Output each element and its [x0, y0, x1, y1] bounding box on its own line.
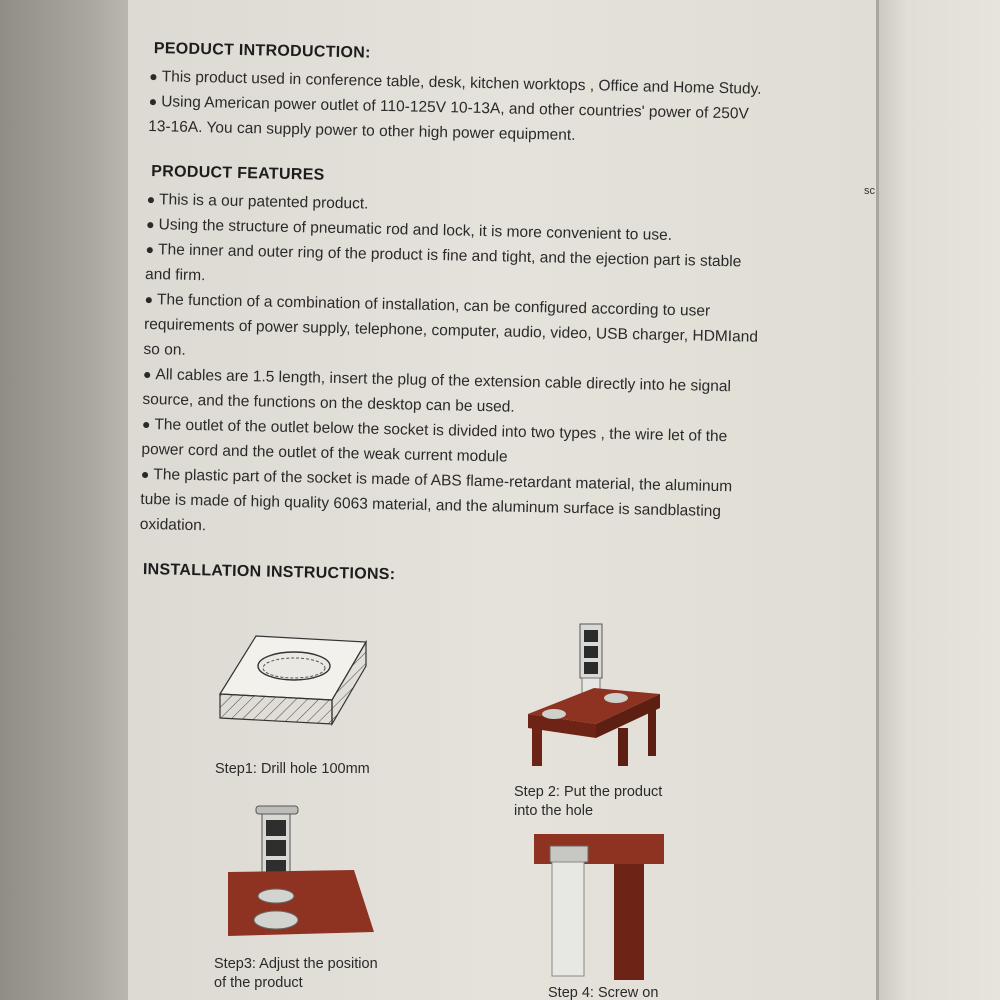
left-margin — [0, 0, 128, 1000]
step2-caption-line1: Step 2: Put the product — [514, 784, 663, 800]
adjacent-page-text: sc — [864, 185, 875, 197]
screw-on-illustration — [534, 834, 664, 980]
step4-caption: Step 4: Screw on — [548, 985, 659, 1000]
drill-hole-illustration — [216, 632, 368, 728]
intro-heading: PEODUCT INTRODUCTION: — [153, 40, 371, 62]
feature-item: ● This is a our patented product. — [146, 187, 766, 225]
feature-item: ● The plastic part of the socket is made of ABS flame-retardant material, the aluminum tube is made of high quality 6063 material, and the aluminum surface is sandblasting oxidation. — [140, 462, 761, 550]
adjust-position-illustration — [224, 800, 376, 942]
feature-item: ● The outlet of the outlet below the socket is divided into two types , the wire let of the power cord and the outlet of the weak current module — [141, 412, 762, 475]
step3-caption-line1: Step3: Adjust the position — [214, 956, 378, 972]
installation-steps — [128, 0, 876, 1000]
intro-paragraph-1: ● This product used in conference table, desk, kitchen worktops , Office and Home Study. — [149, 64, 769, 102]
feature-item: ● The inner and outer ring of the product is fine and tight, and the ejection part is stable and firm. — [145, 237, 766, 300]
feature-item: ● The function of a combination of installation, can be configured according to user requirements of power supply, telephone, computer, audio, video, USB charger, HDMIand so on. — [143, 287, 764, 375]
insert-product-illustration — [524, 622, 664, 770]
manual-page — [128, 0, 876, 1000]
features-heading: PRODUCT FEATURES — [151, 163, 325, 184]
feature-item: ● Using the structure of pneumatic rod and lock, it is more convenient to use. — [146, 212, 766, 250]
install-heading: INSTALLATION INSTRUCTIONS: — [142, 560, 396, 584]
step3-caption-line2: of the product — [214, 975, 303, 991]
step2-caption-line2: into the hole — [514, 803, 594, 819]
page-fold — [876, 0, 879, 1000]
adjacent-page — [876, 0, 1000, 1000]
feature-item: ● All cables are 1.5 length, insert the plug of the extension cable directly into he signal source, and the functions on the desktop can be used. — [142, 362, 763, 425]
step1-caption: Step1: Drill hole 100mm — [215, 761, 370, 777]
intro-paragraph-2: ● Using American power outlet of 110-125V 10-13A, and other countries' power of 250V 13-16A. You can supply power to other high power equipment. — [148, 89, 769, 152]
